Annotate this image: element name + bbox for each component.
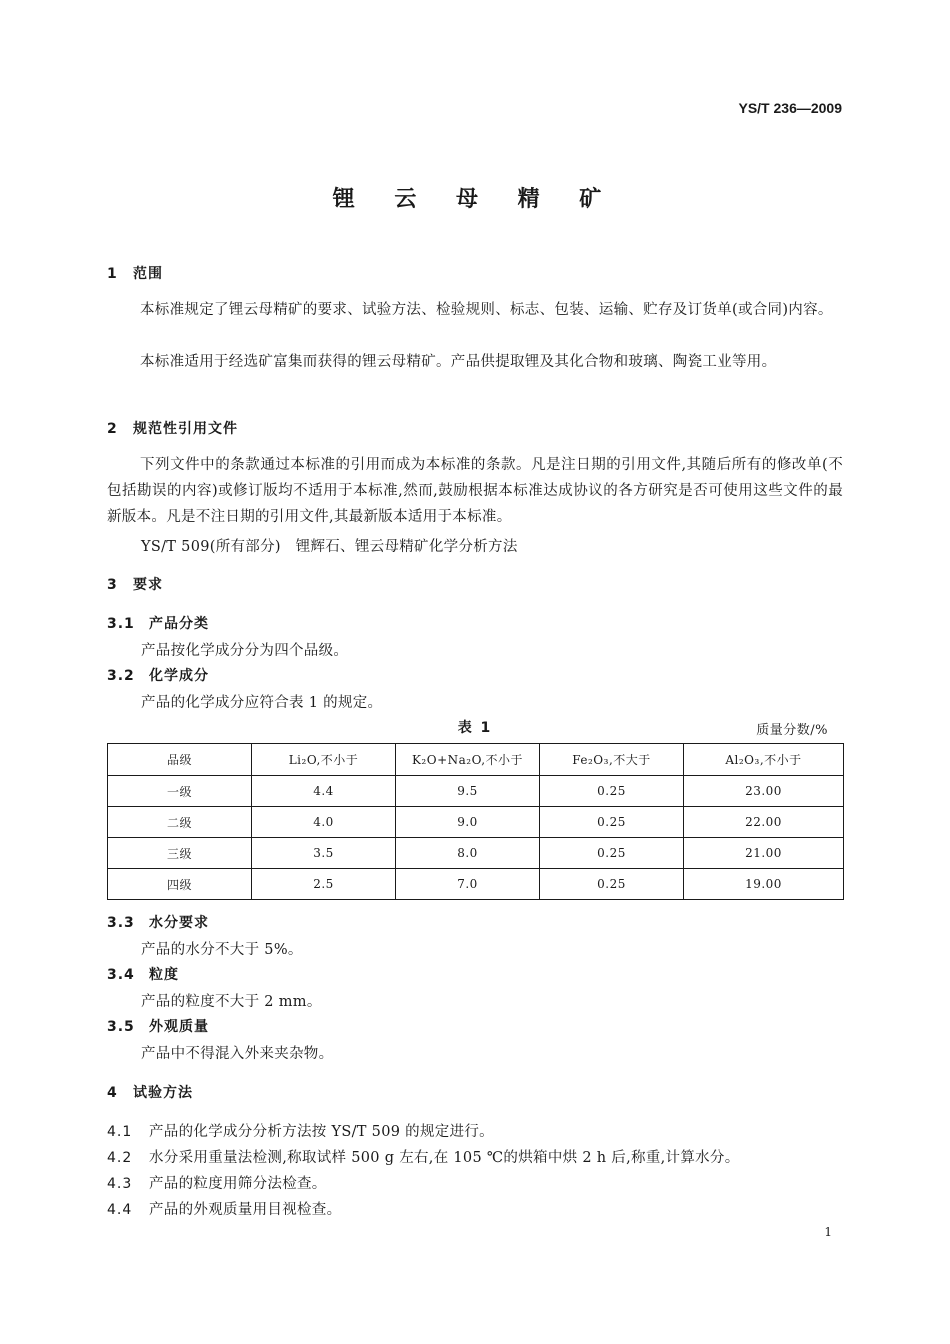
subsection-number: 3.3 — [107, 915, 135, 931]
subsection-title: 粒度 — [149, 967, 179, 983]
table-cell: 7.0 — [396, 869, 540, 900]
subsection-number: 3.4 — [107, 967, 135, 983]
subsection-3-2-heading — [107, 665, 209, 685]
table-unit: 质量分数/% — [756, 723, 828, 738]
paragraph: 产品的粒度不大于 2 mm。 — [141, 994, 322, 1010]
paragraph: 产品按化学成分分为四个品级。 — [141, 643, 349, 659]
table-cell: 一级 — [108, 776, 252, 807]
header-cell: Li₂O,不小于 — [252, 744, 396, 776]
page-number: 1 — [824, 1225, 832, 1239]
item-number: 4.1 — [107, 1124, 133, 1140]
table-cell: 21.00 — [684, 838, 844, 869]
section-4-heading — [107, 1082, 193, 1102]
table-cell: 三级 — [108, 838, 252, 869]
table-cell: 23.00 — [684, 776, 844, 807]
table-cell: 9.0 — [396, 807, 540, 838]
normative-reference: YS/T 509(所有部分) 锂辉石、锂云母精矿化学分析方法 — [141, 539, 518, 555]
subsection-3-4-heading — [107, 964, 179, 984]
section-title: 范围 — [133, 266, 163, 282]
item-text: 产品的粒度用筛分法检查。 — [149, 1176, 327, 1192]
document-title: 锂 云 母 精 矿 — [332, 187, 618, 212]
paragraph: 产品的化学成分应符合表 1 的规定。 — [141, 695, 383, 711]
list-item — [107, 1172, 327, 1193]
table-row — [108, 838, 844, 869]
table-cell: 4.4 — [252, 776, 396, 807]
table-cell: 9.5 — [396, 776, 540, 807]
section-number: 4 — [107, 1085, 118, 1101]
table-header-row — [108, 744, 844, 776]
header-cell: K₂O+Na₂O,不小于 — [396, 744, 540, 776]
subsection-title: 产品分类 — [149, 616, 209, 632]
item-number: 4.4 — [107, 1202, 133, 1218]
section-2-heading — [107, 418, 238, 438]
paragraph: 下列文件中的条款通过本标准的引用而成为本标准的条款。凡是注日期的引用文件,其随后所有的修改单(不包括勘误的内容)或修订版均不适用于本标准,然而,鼓励根据本标准达成协议的各方研究是否可使用这些文件的最新版本。凡是不注日期的引用文件,其最新版本适用于本标准。 — [107, 457, 843, 525]
section-3-heading — [107, 574, 163, 594]
table-cell: 4.0 — [252, 807, 396, 838]
chemical-composition-table — [107, 743, 844, 900]
subsection-3-5-heading — [107, 1016, 209, 1036]
section-1-heading — [107, 263, 163, 283]
section-title: 规范性引用文件 — [133, 421, 238, 437]
header-cell: Fe₂O₃,不大于 — [540, 744, 684, 776]
table-caption: 表 1 — [457, 720, 493, 736]
paragraph: 本标准规定了锂云母精矿的要求、试验方法、检验规则、标志、包装、运输、贮存及订货单(或合同)内容。 — [140, 302, 833, 318]
subsection-3-3-heading — [107, 912, 209, 932]
table-row — [108, 776, 844, 807]
section-title: 试验方法 — [133, 1085, 193, 1101]
table-cell: 3.5 — [252, 838, 396, 869]
section-title: 要求 — [133, 577, 163, 593]
table-row — [108, 869, 844, 900]
paragraph: 产品中不得混入外来夹杂物。 — [141, 1046, 334, 1062]
table-cell: 0.25 — [540, 838, 684, 869]
list-item — [107, 1146, 740, 1167]
item-text: 水分采用重量法检测,称取试样 500 g 左右,在 105 ℃的烘箱中烘 2 h 后,称重,计算水分。 — [149, 1150, 740, 1166]
table-cell: 二级 — [108, 807, 252, 838]
table-cell: 四级 — [108, 869, 252, 900]
section-number: 2 — [107, 421, 118, 437]
list-item — [107, 1120, 494, 1141]
paragraph: 本标准适用于经选矿富集而获得的锂云母精矿。产品供提取锂及其化合物和玻璃、陶瓷工业等用。 — [140, 354, 777, 370]
list-item — [107, 1198, 341, 1219]
table-cell: 0.25 — [540, 776, 684, 807]
subsection-title: 外观质量 — [149, 1019, 209, 1035]
table-cell: 0.25 — [540, 869, 684, 900]
table-cell: 0.25 — [540, 807, 684, 838]
paragraph: 产品的水分不大于 5%。 — [141, 942, 303, 958]
standard-code: YS/T 236—2009 — [738, 100, 842, 116]
table-row — [108, 807, 844, 838]
subsection-title: 水分要求 — [149, 915, 209, 931]
subsection-number: 3.5 — [107, 1019, 135, 1035]
table-cell: 8.0 — [396, 838, 540, 869]
item-text: 产品的化学成分分析方法按 YS/T 509 的规定进行。 — [149, 1124, 494, 1140]
header-cell: Al₂O₃,不小于 — [684, 744, 844, 776]
subsection-number: 3.2 — [107, 668, 135, 684]
header-cell: 品级 — [108, 744, 252, 776]
subsection-number: 3.1 — [107, 616, 135, 632]
subsection-title: 化学成分 — [149, 668, 209, 684]
table-cell: 2.5 — [252, 869, 396, 900]
subsection-3-1-heading — [107, 613, 209, 633]
table-cell: 19.00 — [684, 869, 844, 900]
table-cell: 22.00 — [684, 807, 844, 838]
section-number: 1 — [107, 266, 118, 282]
section-number: 3 — [107, 577, 118, 593]
item-number: 4.3 — [107, 1176, 133, 1192]
item-text: 产品的外观质量用目视检查。 — [149, 1202, 342, 1218]
item-number: 4.2 — [107, 1150, 133, 1166]
